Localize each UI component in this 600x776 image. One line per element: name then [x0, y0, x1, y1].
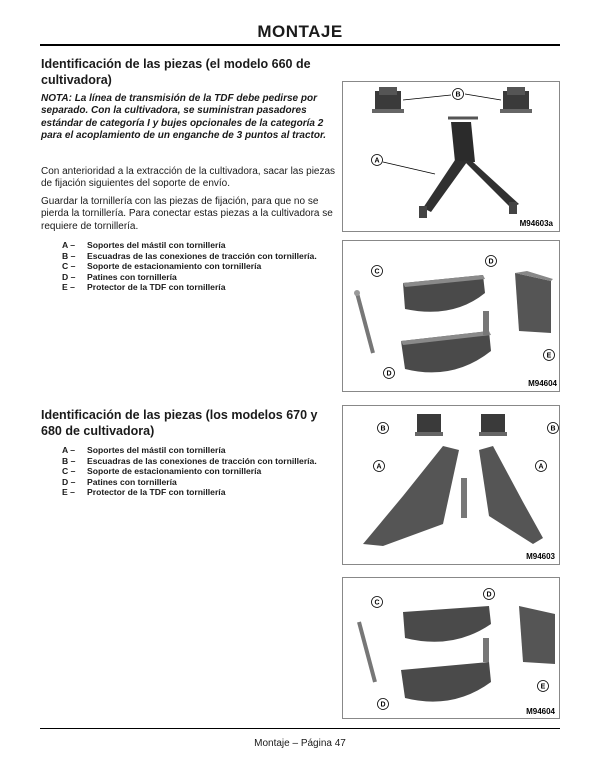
figure-code: M94603a — [519, 219, 553, 228]
callout-b: B — [550, 425, 556, 433]
skid-image — [401, 606, 491, 702]
callout-d: D — [488, 258, 494, 266]
figure-code: M94603 — [526, 552, 555, 561]
pto-shield-image — [515, 271, 553, 333]
list-item: A – Soportes del mástil con tornillería — [62, 240, 226, 250]
parts-list-660 — [62, 240, 332, 293]
list-item: B – Escuadras de las conexiones de tracción con tornillería. — [62, 455, 317, 466]
list-item: A – Soportes del mástil con tornillería — [62, 445, 226, 455]
callout-a: A — [376, 463, 382, 471]
section-title-670-680: Identificación de las piezas (los modelos 670 y 680 de cultivadora) — [41, 408, 318, 438]
skid-image — [401, 275, 491, 372]
hardware-paragraph: Guardar la tornillería con las piezas de fijación, para que no se pierda la tornillería. Para conectar estas piezas a la cultivadora se requiere de tornillería. — [41, 196, 333, 232]
callout-d: D — [380, 701, 386, 709]
callout-d: D — [386, 370, 392, 378]
callout-a: A — [374, 157, 380, 165]
figure-m94604-bottom — [342, 577, 560, 719]
list-item: D – Patines con tornillería — [62, 271, 177, 282]
parts-list-670-680 — [62, 445, 332, 498]
removal-paragraph: Con anterioridad a la extracción de la cultivadora, sacar las piezas de fijación siguientes del soporte de envío. — [41, 166, 336, 190]
list-item: D – Patines con tornillería — [62, 476, 177, 487]
parking-stand-image — [354, 290, 373, 353]
mast-bracket-image — [419, 118, 519, 218]
callout-b: B — [455, 91, 461, 99]
figure-m94603 — [342, 405, 560, 565]
list-item: C – Soporte de estacionamiento con tornillería — [62, 466, 262, 477]
figure-m94604-top — [342, 240, 560, 392]
callout-a: A — [538, 463, 544, 471]
list-item: E – Protector de la TDF con tornillería — [62, 487, 226, 498]
list-item: B – Escuadras de las conexiones de tracción con tornillería. — [62, 250, 317, 261]
page-footer: Montaje – Página 47 — [254, 738, 346, 749]
callout-e: E — [540, 683, 546, 691]
callout-b: B — [380, 425, 386, 433]
drawbar-bracket-image — [415, 414, 507, 436]
callout-c: C — [374, 268, 380, 276]
callout-d: D — [486, 591, 492, 599]
footer-rule — [40, 728, 560, 729]
list-item: E – Protector de la TDF con tornillería — [62, 282, 226, 293]
figure-code: M94604 — [528, 379, 557, 388]
mast-bracket-image — [363, 446, 543, 546]
header-rule — [40, 44, 560, 46]
section-title-660: Identificación de las piezas (el modelo 660 de cultivadora) — [41, 57, 311, 87]
callout-e: E — [546, 352, 552, 360]
callout-c: C — [374, 599, 380, 607]
page-title: MONTAJE — [257, 22, 343, 41]
list-item: C – Soporte de estacionamiento con tornillería — [62, 261, 262, 272]
pto-shield-image — [519, 606, 555, 664]
figure-m94603a — [342, 81, 560, 232]
tdf-note: NOTA: La línea de transmisión de la TDF debe pedirse por separado. Con la cultivadora, se suministran pasadores estándar de categoría I y bujes opcionales de la categoría 2 para el acoplamiento de un enganche de 3 puntos al tractor. — [41, 93, 327, 141]
parking-stand-image — [359, 622, 375, 682]
figure-code: M94604 — [526, 707, 555, 716]
drawbar-bracket-image — [372, 87, 532, 113]
